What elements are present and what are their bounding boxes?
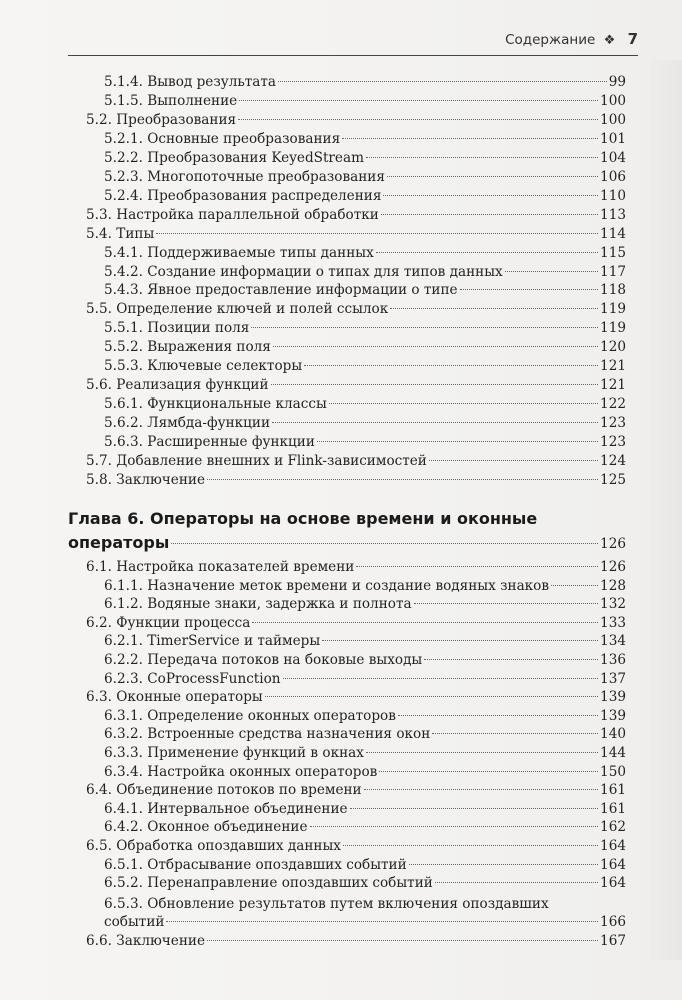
leader-dots xyxy=(273,346,598,347)
leader-dots xyxy=(409,864,598,865)
toc-entry-title: 6.3.4. Настройка оконных операторов xyxy=(104,763,378,780)
leader-dots xyxy=(350,808,598,809)
toc-entry-title: 6.5.1. Отбрасывание опоздавших событий xyxy=(104,856,407,873)
leader-dots xyxy=(364,789,598,790)
toc-entry-page: 137 xyxy=(600,670,626,687)
toc-entry xyxy=(86,111,626,129)
toc-entry-page: 100 xyxy=(600,111,626,128)
chapter-title-line2: операторы xyxy=(68,533,170,552)
toc-entry-page: 133 xyxy=(600,614,626,631)
toc-entry xyxy=(86,688,626,706)
leader-dots xyxy=(322,640,598,641)
toc-entry-title-line1: 6.5.3. Обновление результатов путем включения опоздавших xyxy=(104,896,549,912)
leader-dots xyxy=(379,771,598,772)
toc-entry-title: 5.7. Добавление внешних и Flink-зависимостей xyxy=(86,453,427,469)
chapter-title: Глава 6. Операторы на основе времени и оконные xyxy=(68,509,538,528)
toc-entry-page: 113 xyxy=(600,206,626,223)
leader-dots xyxy=(156,233,598,234)
leader-dots xyxy=(207,940,598,941)
toc-entry-page: 161 xyxy=(600,782,626,799)
toc-entry-page: 140 xyxy=(600,726,626,743)
toc-entry-title: 6.3.2. Встроенные средства назначения окон xyxy=(104,726,431,743)
toc-entry xyxy=(86,614,626,632)
toc-entry-title: 6.3. Оконные операторы xyxy=(86,689,263,706)
toc-entry xyxy=(86,837,626,855)
toc-entry xyxy=(104,818,626,836)
toc-entry xyxy=(104,707,626,725)
toc-entry-title: 6.5. Обработка опоздавших данных xyxy=(86,838,341,854)
leader-dots xyxy=(414,603,598,604)
toc-entry-title: 5.3. Настройка параллельной обработки xyxy=(86,206,379,223)
toc-entry-page: 100 xyxy=(600,92,626,109)
leader-dots xyxy=(252,622,598,623)
leader-dots xyxy=(376,252,598,253)
toc-entry-title: 6.1.1. Назначение меток времени и создание водяных знаков xyxy=(104,577,550,594)
leader-dots xyxy=(343,845,598,846)
toc-entry-title: 5.4.1. Поддерживаемые типы данных xyxy=(104,244,374,261)
toc-entry xyxy=(104,187,626,205)
toc-entry-title: 5.1.4. Вывод результата xyxy=(104,74,277,90)
leader-dots xyxy=(435,882,598,883)
toc-entry-title: 5.2.2. Преобразования KeyedStream xyxy=(104,149,364,166)
toc-entry xyxy=(86,300,626,318)
toc-entry-title: 6.2.2. Передача потоков на боковые выходы xyxy=(104,652,423,668)
toc-entry-page: 121 xyxy=(600,358,626,375)
leader-dots xyxy=(207,479,598,480)
toc-entry-title: 5.4.3. Явное предоставление информации о типе xyxy=(104,282,458,299)
leader-dots xyxy=(383,195,598,196)
chapter-title-row xyxy=(68,532,626,554)
toc-entry-page: 118 xyxy=(600,282,626,299)
toc-entry xyxy=(104,670,626,688)
leader-dots xyxy=(390,308,598,309)
toc-entry xyxy=(104,92,626,110)
toc-entry xyxy=(86,376,626,394)
toc-entry-title: 5.4. Типы xyxy=(86,225,155,242)
toc-entry-page: 106 xyxy=(600,168,626,185)
leader-dots xyxy=(432,733,598,734)
toc-entry-page: 121 xyxy=(600,377,626,394)
toc-entry-page: 104 xyxy=(600,149,626,166)
toc-entry-title: 6.3.1. Определение оконных операторов xyxy=(104,707,396,724)
toc-entry-title: 5.1.5. Выполнение xyxy=(104,92,238,109)
toc-entry-page: 144 xyxy=(600,745,626,761)
toc-entry xyxy=(104,433,626,451)
toc-entry-page: 115 xyxy=(600,244,626,261)
toc-entry-title: 5.5.2. Выражения поля xyxy=(104,339,271,356)
toc-entry-title: 5.5.3. Ключевые селекторы xyxy=(104,358,303,375)
toc-entry-title: 6.2. Функции процесса xyxy=(86,614,251,631)
toc-entry xyxy=(104,874,626,892)
toc-entry xyxy=(104,281,626,299)
toc-entry-title: 6.3.3. Применение функций в окнах xyxy=(104,745,364,761)
toc-entry xyxy=(86,471,626,489)
leader-dots xyxy=(342,138,598,139)
toc-entry-page: 119 xyxy=(600,320,626,337)
toc-entry-page: 161 xyxy=(600,800,626,817)
toc-entry xyxy=(86,558,626,576)
toc-entry-title: 5.5. Определение ключей и полей ссылок xyxy=(86,301,389,318)
toc-entry-title: 6.5.2. Перенаправление опоздавших событий xyxy=(104,875,433,892)
leader-dots xyxy=(381,214,598,215)
page-edge-shadow xyxy=(642,60,682,960)
toc-entry xyxy=(104,395,626,413)
toc-entry-title: 5.2.3. Многопоточные преобразования xyxy=(104,168,385,185)
leader-dots xyxy=(460,289,598,290)
toc-entry xyxy=(104,856,626,874)
toc-entry-title: 5.4.2. Создание информации о типах для типов данных xyxy=(104,263,503,280)
toc-entry xyxy=(104,263,626,281)
leader-dots xyxy=(429,460,598,461)
toc-entry-page: 132 xyxy=(600,596,626,613)
toc-entry-title: 5.2.4. Преобразования распределения xyxy=(104,187,382,204)
leader-dots xyxy=(278,81,607,82)
leader-dots xyxy=(272,422,598,423)
toc-entry-title: 6.2.1. TimerService и таймеры xyxy=(104,633,321,650)
leader-dots xyxy=(366,752,598,753)
leader-dots xyxy=(398,715,598,716)
chapter-page: 126 xyxy=(600,536,626,552)
toc-entry-title-line2: событий xyxy=(104,914,165,930)
toc-entry xyxy=(104,577,626,595)
toc-entry xyxy=(104,319,626,337)
toc-entry xyxy=(104,414,626,432)
toc-entry-title: 5.2.1. Основные преобразования xyxy=(104,130,341,147)
toc-entry-page: 166 xyxy=(600,914,626,930)
toc-entry xyxy=(104,632,626,650)
leader-dots xyxy=(239,100,598,101)
running-header xyxy=(68,30,638,52)
toc-entry-page: 125 xyxy=(600,471,626,488)
toc-entry-title: 6.1. Настройка показателей времени xyxy=(86,559,355,575)
page-number: 7 xyxy=(627,30,638,48)
leader-dots xyxy=(166,921,598,922)
header-section-title: Содержание xyxy=(505,32,596,48)
toc-entry-page: 123 xyxy=(600,434,626,451)
toc-entry-title: 5.6.3. Расширенные функции xyxy=(104,434,315,451)
leader-dots xyxy=(424,659,598,660)
toc-entry-title: 6.4. Объединение потоков по времени xyxy=(86,782,362,799)
toc-entry-title: 6.2.3. CoProcessFunction xyxy=(104,670,281,687)
leader-dots xyxy=(329,403,598,404)
leader-dots xyxy=(387,176,598,177)
toc-entry-page: 99 xyxy=(608,74,626,90)
leader-dots xyxy=(251,327,598,328)
toc-entry-page: 162 xyxy=(600,819,626,836)
leader-dots xyxy=(271,384,599,385)
toc-entry xyxy=(104,338,626,356)
toc-entry-title: 5.6. Реализация функций xyxy=(86,377,269,394)
toc-entry-page: 122 xyxy=(600,396,626,413)
toc-entry xyxy=(104,357,626,375)
toc-entry-title: 5.5.1. Позиции поля xyxy=(104,320,250,337)
toc-entry-title: 6.4.1. Интервальное объединение xyxy=(104,800,348,817)
toc-entry-page: 120 xyxy=(600,339,626,356)
toc-entry-wrapped xyxy=(104,895,626,913)
toc-entry-title: 5.6.2. Лямбда-функции xyxy=(104,415,271,432)
leader-dots xyxy=(356,566,598,567)
leader-dots xyxy=(551,585,598,586)
toc-entry-page: 110 xyxy=(600,187,626,204)
toc-entry-page: 139 xyxy=(600,689,626,706)
toc-entry xyxy=(104,73,626,91)
toc-entry-page: 117 xyxy=(600,263,626,280)
toc-entry-title: 6.4.2. Оконное объединение xyxy=(104,819,308,836)
toc-entry-page: 128 xyxy=(600,577,626,594)
toc-entry-page: 124 xyxy=(600,453,626,469)
toc-entry-wrapped-cont xyxy=(104,913,626,931)
toc-entry-page: 136 xyxy=(600,652,626,668)
leader-dots xyxy=(238,119,598,120)
toc-entry-page: 123 xyxy=(600,415,626,432)
toc-entry xyxy=(104,725,626,743)
toc-entry xyxy=(86,225,626,243)
leader-dots xyxy=(317,441,598,442)
toc-entry-last xyxy=(86,932,626,950)
toc-entry-page: 119 xyxy=(600,301,626,318)
toc-entry xyxy=(104,149,626,167)
toc-entry-page: 164 xyxy=(600,875,626,892)
toc-entry xyxy=(86,452,626,470)
toc-entry xyxy=(104,595,626,613)
toc-entry xyxy=(104,244,626,262)
toc-entry xyxy=(104,130,626,148)
toc-entry xyxy=(104,168,626,186)
toc-entry-page: 114 xyxy=(600,225,626,242)
toc-entry-title: 6.6. Заключение xyxy=(86,933,205,949)
toc-entry-title: 5.2. Преобразования xyxy=(86,111,237,128)
toc-entry-page: 101 xyxy=(600,130,626,147)
toc-entry-title: 5.8. Заключение xyxy=(86,471,205,488)
toc-entry-title: 5.6.1. Функциональные классы xyxy=(104,396,327,413)
ornament-icon: ❖ xyxy=(603,33,616,48)
leader-dots xyxy=(265,696,598,697)
header-rule xyxy=(68,55,638,56)
toc-entry xyxy=(104,744,626,762)
toc-entry xyxy=(86,206,626,224)
toc-entry-page: 134 xyxy=(600,633,626,650)
toc-entry-page: 164 xyxy=(600,856,626,873)
toc-entry xyxy=(104,651,626,669)
toc-entry xyxy=(86,781,626,799)
leader-dots xyxy=(283,678,598,679)
leader-dots xyxy=(304,365,598,366)
toc-entry-page: 150 xyxy=(600,763,626,780)
toc-entry-page: 139 xyxy=(600,707,626,724)
leader-dots xyxy=(505,271,598,272)
leader-dots xyxy=(366,157,598,158)
leader-dots xyxy=(310,826,599,827)
toc-entry-page: 126 xyxy=(600,559,626,575)
toc-entry-page: 167 xyxy=(600,933,626,949)
toc-entry-page: 164 xyxy=(600,838,626,854)
toc-entry-title: 6.1.2. Водяные знаки, задержка и полнота xyxy=(104,596,412,613)
toc-entry xyxy=(104,763,626,781)
leader-dots xyxy=(171,543,598,544)
toc-entry xyxy=(104,800,626,818)
